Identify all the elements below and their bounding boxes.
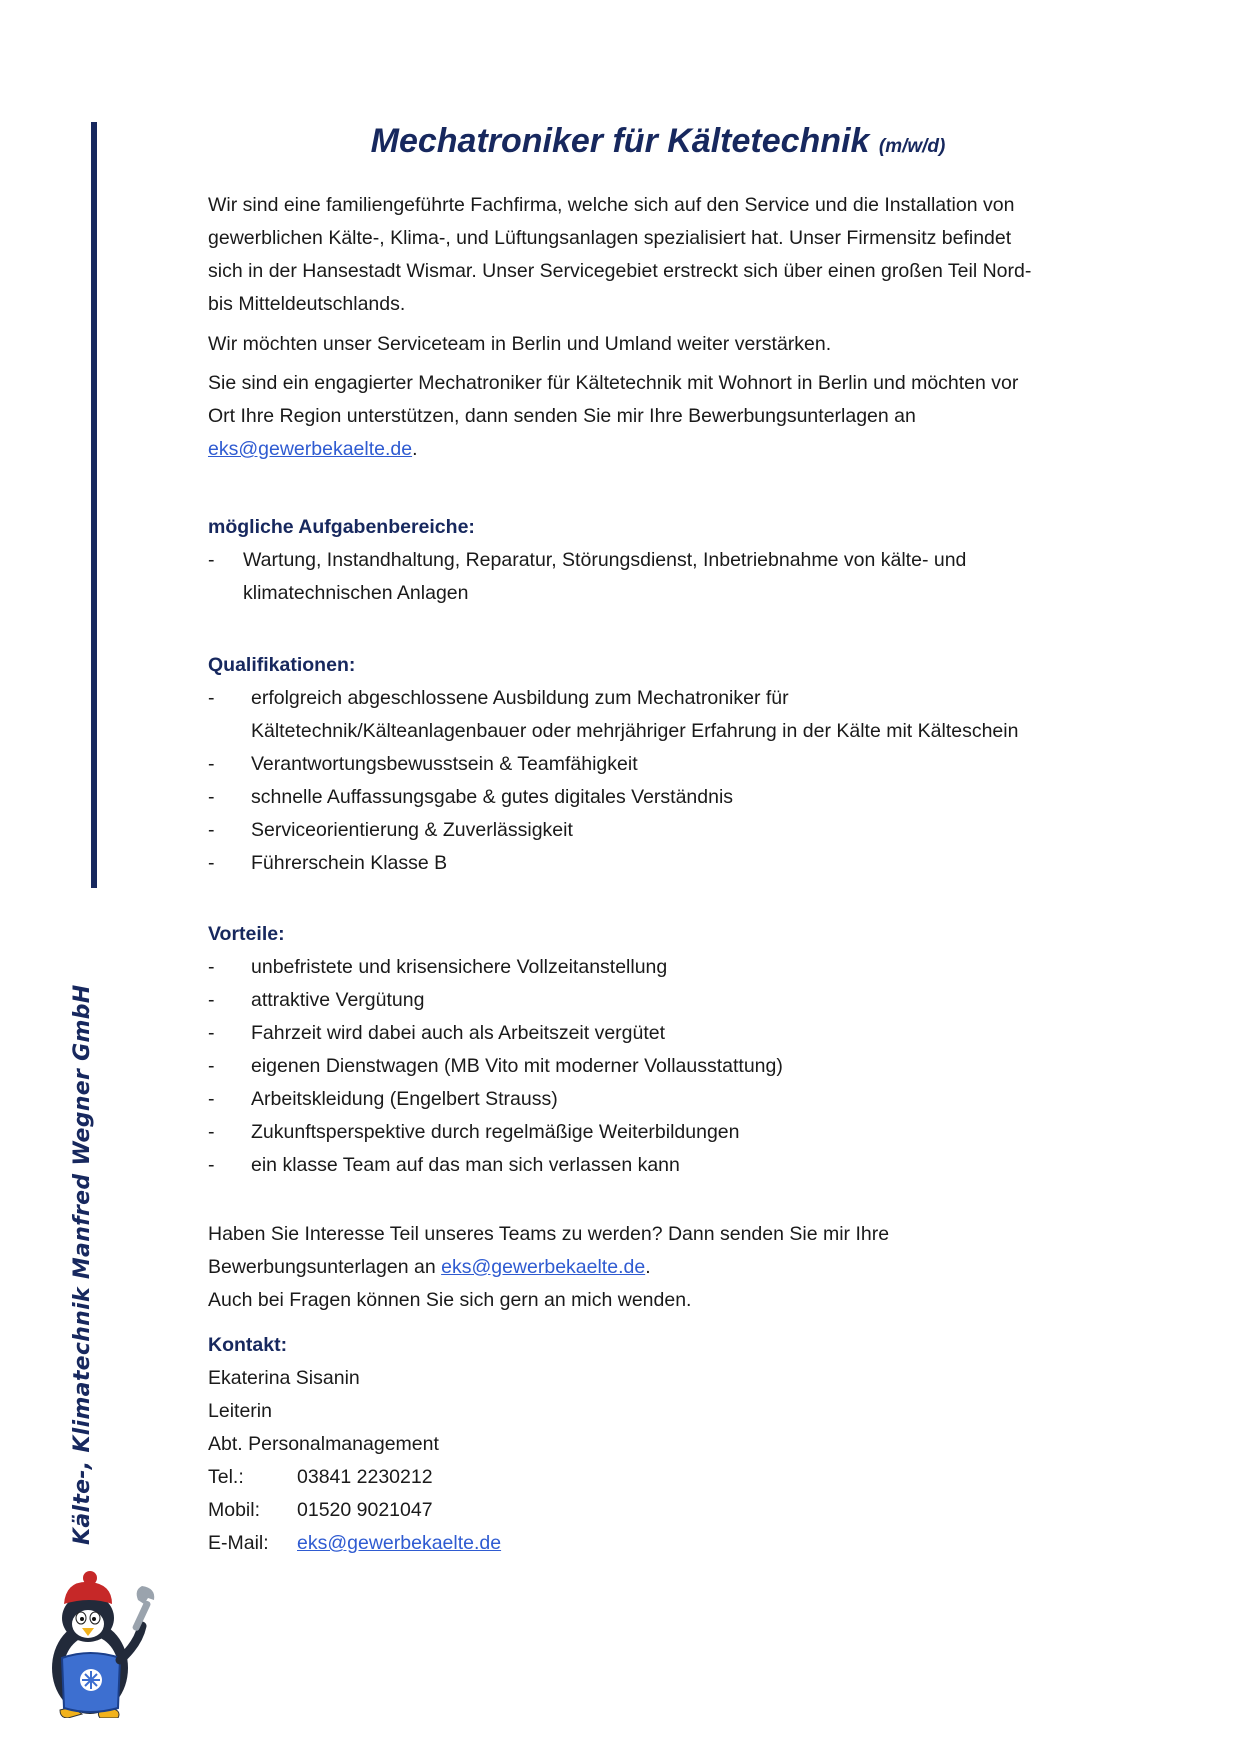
intro-line: bis Mitteldeutschlands.	[208, 293, 406, 315]
list-item: Fahrzeit wird dabei auch als Arbeitszeit vergütet	[251, 1022, 666, 1044]
list-dash: -	[208, 989, 215, 1011]
mobil-number: 01520 9021047	[297, 1499, 433, 1521]
list-dash: -	[208, 1055, 215, 1077]
email-link[interactable]: eks@gewerbekaelte.de	[208, 438, 413, 460]
list-dash: -	[208, 1022, 215, 1044]
closing-line: Auch bei Fragen können Sie sich gern an mich wenden.	[208, 1289, 692, 1311]
email-link[interactable]: eks@gewerbekaelte.de	[297, 1532, 502, 1554]
intro-line: Ort Ihre Region unterstützen, dann senden Sie mir Ihre Bewerbungsunterlagen an	[208, 405, 916, 427]
list-item: eigenen Dienstwagen (MB Vito mit moderner Vollausstattung)	[251, 1055, 783, 1077]
email-label: E-Mail:	[208, 1532, 269, 1554]
intro-line: Wir sind eine familiengeführte Fachfirma, welche sich auf den Service und die Installation von	[208, 194, 1015, 216]
intro-email-suffix: .	[412, 438, 418, 460]
list-item: attraktive Vergütung	[251, 989, 425, 1011]
list-dash: -	[208, 1088, 215, 1110]
aufgaben-heading: mögliche Aufgabenbereiche:	[208, 516, 475, 538]
list-dash: -	[208, 1154, 215, 1176]
list-item: Kältetechnik/Kälteanlagenbauer oder mehrjähriger Erfahrung in der Kälte mit Kälteschein	[251, 720, 1019, 742]
list-dash: -	[208, 549, 215, 571]
vorteile-heading: Vorteile:	[208, 923, 285, 945]
sidebar-rule	[91, 122, 97, 888]
list-dash: -	[208, 819, 215, 841]
list-dash: -	[208, 1121, 215, 1143]
list-dash: -	[208, 852, 215, 874]
qualifikationen-heading: Qualifikationen:	[208, 654, 356, 676]
list-item: klimatechnischen Anlagen	[243, 582, 469, 604]
tel-number: 03841 2230212	[297, 1466, 433, 1488]
title-text: Mechatroniker für Kältetechnik	[370, 122, 870, 160]
list-dash: -	[208, 786, 215, 808]
list-dash: -	[208, 753, 215, 775]
intro-email-line	[208, 436, 418, 463]
list-item: erfolgreich abgeschlossene Ausbildung zum Mechatroniker für	[251, 687, 789, 709]
closing-line: Haben Sie Interesse Teil unseres Teams zu werden? Dann senden Sie mir Ihre	[208, 1223, 890, 1245]
company-name-vertical: Kälte-, Klimatechnik Manfred Wegner GmbH	[70, 984, 95, 1545]
list-dash: -	[208, 956, 215, 978]
list-dash: -	[208, 687, 215, 709]
list-item: Verantwortungsbewusstsein & Teamfähigkeit	[251, 753, 638, 775]
contact-role: Leiterin	[208, 1400, 272, 1422]
closing-suffix: .	[645, 1256, 651, 1278]
list-item: Arbeitskleidung (Engelbert Strauss)	[251, 1088, 558, 1110]
tel-label: Tel.:	[208, 1466, 244, 1488]
penguin-mascot-icon	[38, 1568, 168, 1718]
contact-department: Abt. Personalmanagement	[208, 1433, 439, 1455]
kontakt-heading: Kontakt:	[208, 1334, 288, 1356]
closing-email-line	[208, 1254, 651, 1281]
page-title	[208, 115, 1108, 173]
list-item: Zukunftsperspektive durch regelmäßige Weiterbildungen	[251, 1121, 740, 1143]
list-item: ein klasse Team auf das man sich verlassen kann	[251, 1154, 680, 1176]
closing-prefix: Bewerbungsunterlagen an	[208, 1256, 436, 1278]
list-item: Wartung, Instandhaltung, Reparatur, Störungsdienst, Inbetriebnahme von kälte- und	[243, 549, 967, 571]
mobil-label: Mobil:	[208, 1499, 261, 1521]
email-link[interactable]: eks@gewerbekaelte.de	[441, 1256, 646, 1278]
contact-name: Ekaterina Sisanin	[208, 1367, 360, 1389]
intro-line: Sie sind ein engagierter Mechatroniker für Kältetechnik mit Wohnort in Berlin und möchten vor	[208, 372, 1019, 394]
list-item: unbefristete und krisensichere Vollzeitanstellung	[251, 956, 668, 978]
intro-line: Wir möchten unser Serviceteam in Berlin und Umland weiter verstärken.	[208, 333, 832, 355]
intro-line: sich in der Hansestadt Wismar. Unser Servicegebiet erstreckt sich über einen großen Teil Nord-	[208, 260, 1032, 282]
list-item: Führerschein Klasse B	[251, 852, 448, 874]
list-item: schnelle Auffassungsgabe & gutes digitales Verständnis	[251, 786, 734, 808]
list-item: Serviceorientierung & Zuverlässigkeit	[251, 819, 573, 841]
title-suffix: (m/w/d)	[878, 136, 946, 157]
intro-line: gewerblichen Kälte-, Klima-, und Lüftungsanlagen spezialisiert hat. Unser Firmensitz befindet	[208, 227, 1012, 249]
